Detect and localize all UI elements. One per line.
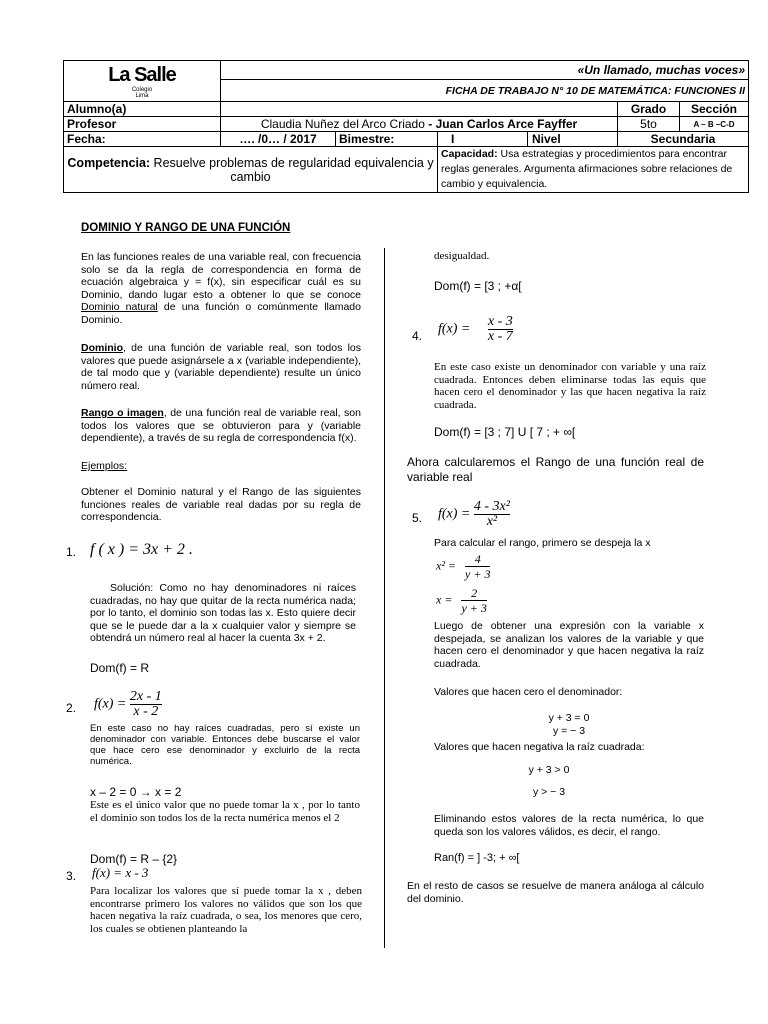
example-2-domain: Dom(f) = R – {2} — [90, 852, 178, 866]
example-3-formula: f(x) = x - 3 — [92, 865, 149, 880]
date-value[interactable]: …. /0… / 2017 — [221, 132, 336, 147]
example-2-number: 2. — [66, 701, 77, 715]
rango-definition: Rango o imagen, de una función real de variable real, son todos los valores que se obtuvieron para y (variable dependiente), a través de su regla de correspondencia f(x). — [81, 407, 361, 444]
example-2-formula: f(x) = $\frac{2x - 1}{x - 2}$ — [94, 689, 162, 719]
negative-equation-1: y + 3 > 0 — [528, 764, 570, 776]
header-table — [63, 60, 749, 193]
example-1-domain: Dom(f) = R — [90, 661, 150, 675]
grade-label: Grado — [618, 102, 680, 117]
example-5-formula: f(x) = $\frac{\text{4 - 3x²}}{\text{x²}}$ — [438, 499, 510, 529]
examples-label: Ejemplos: — [81, 460, 128, 472]
motto: «Un llamado, muchas voces» — [221, 61, 749, 80]
student-label: Alumno(a) — [64, 102, 221, 117]
example-4-text: En este caso existe un denominador con variable y una raíz cuadrada. Entonces deben eliminarse todas las equis que hacen cero el denominador y las que hacen negativa la raíz cuadrada. — [434, 361, 706, 411]
example-5-number: 5. — [412, 511, 423, 525]
example-4-formula: f(x) = $\frac{x - 3}{x - 7}$ — [438, 314, 513, 344]
negative-equation-2: y > − 3 — [532, 786, 566, 798]
grade-value: 5to — [618, 117, 680, 132]
example-1-solution: Solución: Como no hay denominadores ni raíces cuadradas, no hay que quitar de la recta numérica nada; por lo tanto, el dominio son todas las x. Esto quiere decir que se le puede dar a la x cualquier valor y siempre se obtendrá un número real al hacer la cuenta 3x + 2. — [90, 582, 356, 644]
continued-text: desigualdad. — [434, 250, 490, 262]
elimination-text: Eliminando estos valores de la recta numérica, lo que queda son los valores válidos, es decir, el rango. — [434, 813, 704, 838]
sheet-title: FICHA DE TRABAJO N° 10 DE MATEMÁTICA: FUNCIONES II — [221, 80, 749, 102]
negative-label: Valores que hacen negativa la raíz cuadrada: — [434, 741, 645, 753]
example-2-equation: x – 2 = 0 → x = 2 — [90, 785, 182, 799]
example-5-step2: x = $\frac{2}{y + 3}$ — [436, 586, 487, 615]
competence: Competencia: Resuelve problemas de regularidad equivalencia y cambio — [64, 147, 438, 193]
example-3-text: Para localizar los valores que sí puede tomar la x , deben encontrarse primero los valores no válidos que son los que hacen negativa la raíz cuadrada, o sea, los menores que cero, los cuales se obtienen planteando la — [90, 885, 362, 935]
example-3-domain: Dom(f) = [3 ; +α[ — [434, 279, 522, 293]
example-3-number: 3. — [66, 869, 77, 883]
zero-label: Valores que hacen cero el denominador: — [434, 686, 623, 698]
teacher-name: Claudia Nuñez del Arco Criado - Juan Carlos Arce Fayffer — [221, 117, 618, 132]
intro-paragraph: En las funciones reales de una variable real, con frecuencia solo se da la regla de correspondencia en forma de ecuación algebraica y = f(x), sin especificar cuál es su Dominio, dando lugar esto a obtener lo que se conoce Dominio natural de una función o comúnmente llamado Dominio. — [81, 251, 361, 326]
zero-equation-1: y + 3 = 0 — [548, 712, 590, 724]
student-field[interactable] — [221, 102, 618, 117]
section-heading: DOMINIO Y RANGO DE UNA FUNCIÓN — [81, 222, 291, 234]
example-1-formula: f ( x ) = 3x + 2 . — [90, 541, 193, 558]
section-label: Sección — [680, 102, 749, 117]
example-5-step1: x² = $\frac{4}{y + 3}$ — [436, 552, 491, 581]
logo-subtitle: Colegio Lima — [131, 86, 153, 99]
column-divider — [384, 248, 385, 948]
zero-equation-2: y = − 3 — [552, 725, 586, 737]
level-value: Secundaria — [618, 132, 749, 147]
logo — [64, 61, 221, 102]
example-5-text2: Luego de obtener una expresión con la variable x despejada, se analizan los valores de la variable y que hacen cero el denominador y que hacen negativa la raíz cuadrada. — [434, 620, 704, 670]
range-intro: Ahora calcularemos el Rango de una función real de variable real — [407, 455, 704, 484]
section-value: A – B –C-D — [680, 117, 749, 132]
range-result: Ran(f) = ] -3; + ∞[ — [434, 852, 520, 864]
example-4-number: 4. — [412, 329, 423, 343]
logo-text: La Salle — [108, 63, 176, 86]
example-4-domain: Dom(f) = [3 ; 7] U [ 7 ; + ∞[ — [434, 425, 576, 439]
example-1-number: 1. — [66, 545, 77, 559]
date-label: Fecha: — [64, 132, 221, 147]
bimester-value: I Nivel — [438, 132, 618, 147]
examples-intro: Obtener el Dominio natural y el Rango de las siguientes funciones reales de variable real dadas por su regla de correspondencia. — [81, 486, 361, 523]
bimester-label: Bimestre: — [336, 132, 438, 147]
closing-text: En el resto de casos se resuelve de manera análoga al cálculo del dominio. — [407, 880, 704, 905]
dominio-definition: Dominio, de una función de variable real, son todos los valores que puede asignársele a x (variable independiente), de tal modo que y (variable dependiente) resulte un único número real. — [81, 342, 361, 392]
example-2-text2: Este es el único valor que no puede tomar la x , por lo tanto el dominio son todos los de la recta numérica menos el 2 — [90, 799, 360, 824]
teacher-label: Profesor — [64, 117, 221, 132]
example-5-text: Para calcular el rango, primero se despeja la x — [434, 537, 651, 549]
example-2-text: En este caso no hay raíces cuadradas, pero sí existe un denominador con variable. Entonces debe buscarse el valor que hace cero ese denominador y excluirlo de la recta numérica. — [90, 723, 360, 767]
capacity: Capacidad: Usa estrategias y procedimientos para encontrar reglas generales. Argumenta afirmaciones sobre relaciones de cambio y equivalencia. — [438, 147, 749, 193]
